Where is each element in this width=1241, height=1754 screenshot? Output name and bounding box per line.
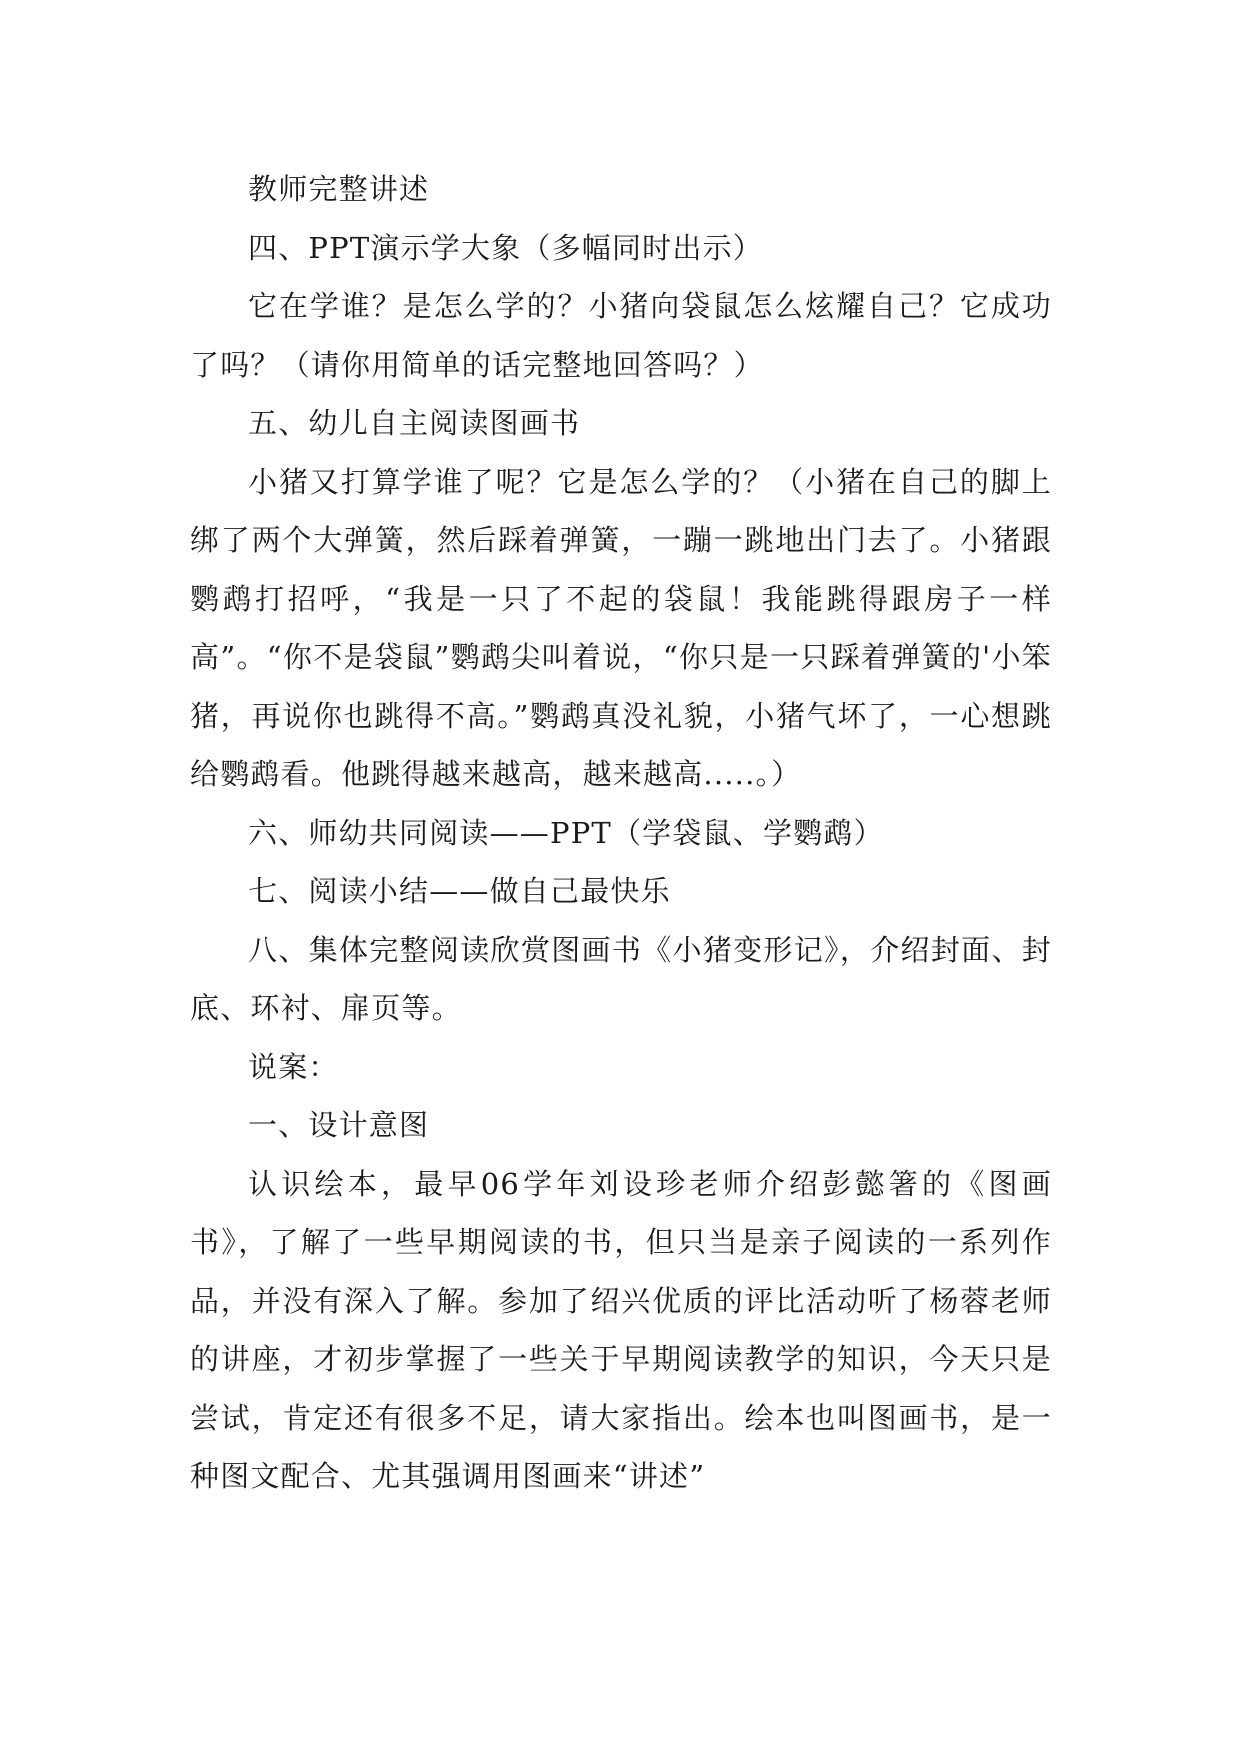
paragraph-design-intent-heading: 一、设计意图 xyxy=(248,1108,430,1142)
paragraph-design-intent: 认识绘本，最早06学年刘设珍老师介绍彭懿箸的《图画书》，了解了一些早期阅读的书，但只当是亲子阅读的一系列作品，并没有深入了解。参加了绍兴优质的评比活动听了杨蓉老师的讲座，才初步掌握了一些关于早期阅读教学的知识，今天只是尝试，肯定还有很多不足，请大家指出。绘本也叫图画书，是一种图文配合、尤其强调用图画来“讲述” xyxy=(190,1166,1052,1493)
paragraph-explanation-heading: 说案： xyxy=(248,1049,339,1084)
paragraph-section-eight: 八、集体完整阅读欣赏图画书《小猪变形记》，介绍封面、封底、环衬、扉页等。 xyxy=(190,932,1052,1025)
paragraph-teacher-narration: 教师完整讲述 xyxy=(248,172,430,206)
paragraph-questions: 它在学谁？是怎么学的？小猪向袋鼠怎么炫耀自己？它成功了吗？（请你用简单的话完整地回答吗？） xyxy=(190,289,1052,382)
paragraph-section-five: 五、幼儿自主阅读图画书 xyxy=(248,406,581,440)
document-body xyxy=(190,160,1052,1506)
paragraph-section-four: 四、PPT演示学大象（多幅同时出示） xyxy=(248,230,763,265)
paragraph-section-six: 六、师幼共同阅读——PPT（学袋鼠、学鹦鹉） xyxy=(248,815,884,850)
paragraph-section-seven: 七、阅读小结——做自己最快乐 xyxy=(248,874,671,908)
paragraph-story: 小猪又打算学谁了呢？它是怎么学的？（小猪在自己的脚上绑了两个大弹簧，然后踩着弹簧，一蹦一跳地出门去了。小猪跟鹦鹉打招呼，“我是一只了不起的袋鼠！我能跳得跟房子一样高”。“你不是袋鼠”鹦鹉尖叫着说，“你只是一只踩着弹簧的'小笨猪，再说你也跳得不高。”鹦鹉真没礼貌，小猪气坏了，一心想跳给鹦鹉看。他跳得越来越高，越来越高.....。） xyxy=(190,464,1052,791)
